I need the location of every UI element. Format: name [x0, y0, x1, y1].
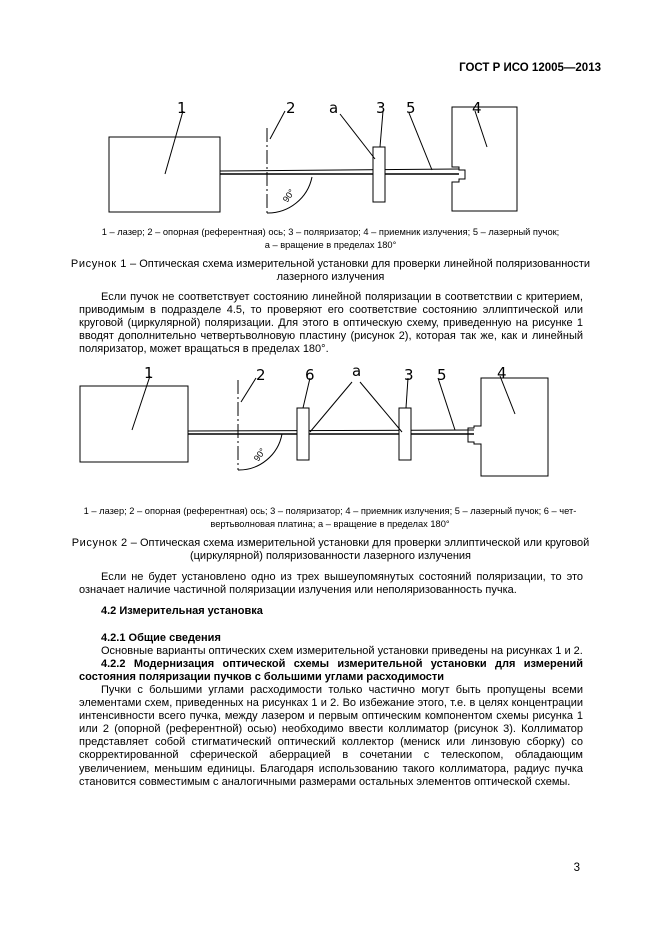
fig2-label-1: 1 — [144, 364, 154, 382]
figure-1-caption: Рисунок 1 – Оптическая схема измерительной установки для проверки линейной поляризованности лазерного излучения — [70, 258, 591, 283]
fig2-label-3: 3 — [404, 366, 414, 384]
paragraph-3: Основные варианты оптических схем измерительной установки приведены на рисунках 1 и 2. — [101, 645, 583, 657]
fig1-polarizer — [373, 147, 385, 202]
page-number: 3 — [573, 862, 580, 874]
fig2-label-5: 5 — [437, 366, 447, 384]
section-4-2-2-heading: 4.2.2 Модернизация оптической схемы измерительной установки для измерений состояния поляризации пучков с большими углами расходимости — [79, 658, 583, 684]
fig1-label-1: 1 — [177, 99, 187, 117]
fig2-label-6: 6 — [305, 366, 315, 384]
paragraph-2: Если не будет установлено одно из трех вышеупомянутых состояний поляризации, то это означает наличие частичной поляризации излучения или неполяризованность пучка. — [79, 571, 583, 597]
fig2-angle-label: 90° — [251, 446, 268, 464]
paragraph-4: Пучки с большими углами расходимости только частично могут быть пропущены всеми элементами схем, приведенных на рисунках 1 и 2. Во избежание этого, т.е. в целях концентрации интенсивности всего пучка, между лазером и первым оптическим компонентом схемы рисунка 1 или 2 (опорной (референтной) осью) необходимо ввести коллиматор (рисунок 3). Коллиматор представляет собой стигматический оптический коллектор (мениск или линзовую сборку) со скорректированной сферической аберрацией в сочетании с телескопом, обладающим увеличением, меньшим единицы. Благодаря использованию такого коллиматора, радиус пучка становится совместимым с аналогичными размерами остальных элементов оптической схемы. — [79, 684, 583, 788]
fig2-label-2: 2 — [256, 366, 266, 384]
fig1-label-2: 2 — [286, 99, 296, 117]
figure-2-legend: 1 – лазер; 2 – опорная (референтная) ось; 3 – поляризатор; 4 – приемник излучения; 5 – лазерный пучок; 6 – чет- вертьволновая платина; a – вращение в пределах 180° — [83, 506, 577, 529]
fig2-label-4: 4 — [497, 364, 507, 382]
fig2-label-a: a — [352, 362, 362, 380]
figure-2-diagram — [0, 362, 661, 502]
section-4-2-heading: 4.2 Измерительная установка — [101, 605, 263, 617]
figure-1-legend: 1 – лазер; 2 – опорная (референтная) ось; 3 – поляризатор; 4 – приемник излучения; 5 – лазерный пучок; a – вращение в пределах 180° — [101, 227, 560, 250]
fig1-label-3: 3 — [376, 99, 386, 117]
section-4-2-1-heading: 4.2.1 Общие сведения — [101, 632, 221, 644]
fig1-receiver — [452, 107, 517, 211]
fig1-angle-label: 90° — [280, 187, 297, 205]
fig1-label-5: 5 — [406, 99, 416, 117]
fig2-quarter-wave-plate — [297, 408, 309, 460]
fig1-label-a: a — [329, 99, 339, 117]
document-code: ГОСТ Р ИСО 12005—2013 — [459, 62, 601, 74]
fig2-polarizer — [399, 408, 411, 460]
fig1-laser-box — [109, 137, 220, 212]
paragraph-1: Если пучок не соответствует состоянию линейной поляризации в соответствии с критерием, приводимым в подразделе 4.5, то проверяют его соответствие состоянию эллиптической или круговой (циркулярной) поляризации. Для этого в оптическую схему, приведенную на рисунке 1 вводят дополнительно четвертьволновую пластину (рисунок 2), которая так же, как и линейный поляризатор, может вращаться в пределах 180°. — [79, 291, 583, 356]
fig1-label-4: 4 — [472, 99, 482, 117]
fig2-receiver — [468, 378, 548, 476]
figure-2-caption: Рисунок 2 – Оптическая схема измерительной установки для проверки эллиптической или круговой (циркулярной) поляризованности лазерного излучения — [71, 537, 590, 562]
